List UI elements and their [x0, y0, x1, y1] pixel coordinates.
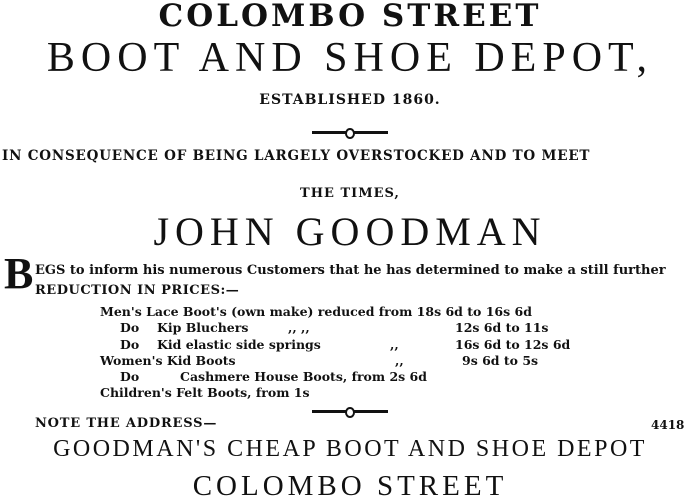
ditto-quotes: ,, [390, 337, 399, 352]
intro-line: EGS to inform his numerous Customers that he has determined to make a still further [35, 263, 666, 278]
item-price: 16s 6d to 12s 6d [455, 337, 571, 352]
ditto-quotes: ,, ,, [288, 320, 310, 335]
item-text: Women's Kid Boots [100, 353, 236, 368]
item-text: Kid elastic side springs [157, 337, 321, 352]
ditto-mark: Do [120, 369, 140, 384]
note-address: NOTE THE ADDRESS— [35, 416, 218, 431]
price-list-item [100, 304, 532, 319]
footer-depot-name: GOODMAN'S CHEAP BOOT AND SHOE DEPOT [53, 436, 647, 462]
divider-rule [312, 410, 388, 413]
ditto-quotes: ,, [395, 353, 404, 368]
consequence-line: IN CONSEQUENCE OF BEING LARGELY OVERSTOCKED AND TO MEET [2, 148, 591, 164]
ditto-mark: Do [120, 337, 140, 352]
drop-cap: B [4, 249, 34, 298]
established-line: ESTABLISHED 1860. [259, 92, 441, 108]
divider-rule [312, 131, 388, 134]
item-text: Men's Lace Boot's (own make) reduced from 18s 6d to 16s 6d [100, 304, 532, 319]
item-text: Children's Felt Boots, from 1s [100, 385, 310, 400]
the-times-line: THE TIMES, [300, 186, 400, 201]
footer-street: COLOMBO STREET [192, 470, 508, 502]
reference-number: 4418 [651, 418, 685, 432]
reduction-heading: REDUCTION IN PRICES:— [35, 283, 240, 298]
ditto-mark: Do [120, 320, 140, 335]
item-price: 9s 6d to 5s [462, 353, 539, 368]
heading-street: COLOMBO STREET [158, 0, 542, 34]
item-text: Cashmere House Boots, from 2s 6d [180, 369, 427, 384]
heading-depot: BOOT AND SHOE DEPOT, [46, 35, 654, 81]
proprietor-name: JOHN GOODMAN [153, 209, 547, 254]
price-list-item [100, 385, 310, 400]
item-price: 12s 6d to 11s [455, 320, 549, 335]
item-text: Kip Bluchers [157, 320, 249, 335]
